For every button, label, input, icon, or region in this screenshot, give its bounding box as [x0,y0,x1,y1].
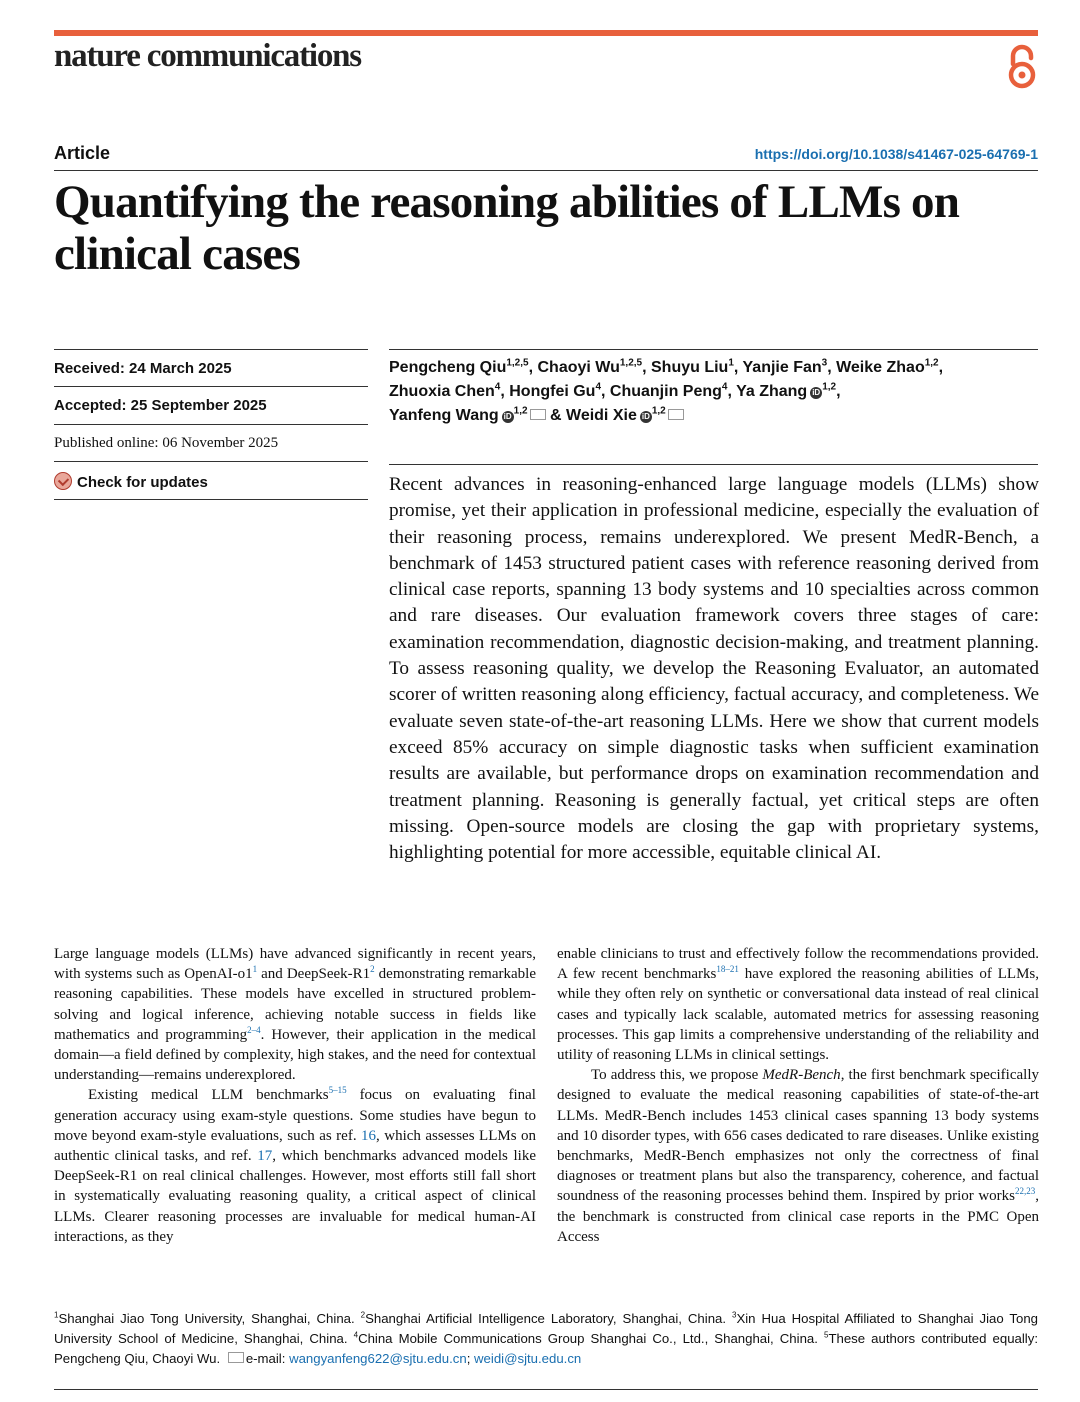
author-affiliation: 1,2 [822,381,837,393]
accepted-date: Accepted: 25 September 2025 [54,397,267,414]
footer-divider [54,1389,1038,1390]
abstract: Recent advances in reasoning-enhanced large language models (LLMs) show promise, yet their application in professional medicine, especially the evaluation of their reasoning process, remains underexplored. We present MedR-Bench, a benchmark of 1453 structured patient cases with reference reasoning derived from clinical case reports, spanning 13 body systems and 10 specialties across common and rare diseases. Our evaluation framework covers three stages of care: examination recommendation, diagnostic decision-making, and treatment planning. To assess reasoning quality, we develop the Reasoning Evaluator, an automated scorer of written reasoning along efficiency, factual accuracy, and completeness. We evaluate seven state-of-the-art reasoning LLMs. Here we show that current models exceed 85% accuracy on simple diagnostic tasks when sufficient examination results are available, but performance drops on examination recommendation and treatment planning. Reasoning is generally factual, yet critical steps are often missing. Open-source models are closing the gap with proprietary systems, highlighting potential for more accessible, equitable clinical AI. [389,474,1039,864]
author-name[interactable]: Pengcheng Qiu [389,359,507,376]
meta-divider [54,424,368,425]
open-access-icon [1004,44,1040,90]
reference-link[interactable]: 1 [252,964,258,975]
article-title: Quantifying the reasoning abilities of LLMs on clinical cases [54,176,960,280]
meta-divider [54,349,368,350]
meta-divider [54,461,368,462]
journal-accent-bar [54,30,1038,36]
check-updates-button[interactable] [54,472,208,491]
header-divider [54,170,1038,171]
paragraph: To address this, we propose MedR-Bench, the first benchmark specifically designed to evaluate the medical reasoning capabilities of state-of-the-art LLMs. MedR-Bench includes 1453 clinical cases spanning 13 body systems and 10 disorder types, with 656 cases dedicated to rare diseases. Unlike existing benchmarks, MedR-Bench emphasizes not only the correctness of final diagnoses or treatment plans but also the transparency, coherence, and factual soundness of the reasoning processes behind them. Inspired by prior works$^{22,23}$, the benchmark is constructed from clinical case reports in the PMC Open Access [557,1067,1039,1245]
abstract-divider [389,464,1038,465]
author-affiliation: 1,2,5 [619,357,643,369]
author-affiliation: 4 [595,381,602,393]
author-name[interactable]: Yanfeng Wang [389,407,499,424]
author-name[interactable]: Shuyu Liu [651,359,729,376]
reference-link[interactable]: 18–21 [716,964,739,975]
orcid-icon[interactable]: iD [812,388,821,397]
email-icon[interactable] [668,409,684,420]
author-name[interactable]: Chuanjin Peng [609,383,722,400]
affiliations-footnote: $^1$Shanghai Jiao Tong University, Shanghai, China. $^2$Shanghai Artificial Intelligence Laboratory, Shanghai, China. $^3$Xin Hua Hospital Affiliated to Shanghai Jiao Tong University School of Medicine, Shanghai, China. $^4$China Mobile Communications Group Shanghai Co., Ltd., Shanghai, China. $^5$These authors contributed equally: Pengcheng Qiu, Chaoyi Wu. e-mail: wangyanfeng622@sjtu.edu.cn; weidi@sjtu.edu.cn [54,1310,1038,1366]
published-date: Published online: 06 November 2025 [54,435,279,451]
email-icon[interactable] [530,409,546,420]
received-date: Received: 24 March 2025 [54,360,232,377]
check-updates-label: Check for updates [77,474,208,491]
body-column-right [557,944,1039,1247]
email-icon [228,1352,244,1363]
reference-link[interactable]: 2 [370,964,375,975]
reference-link[interactable]: 22,23 [1015,1186,1036,1197]
authors-divider [389,349,1038,350]
author-name[interactable]: Zhuoxia Chen [389,383,495,400]
meta-divider [54,386,368,387]
reference-link[interactable]: 16 [361,1127,377,1144]
author-name[interactable]: Ya Zhang [736,383,808,400]
email-link[interactable]: weidi@sjtu.edu.cn [474,1351,582,1366]
reference-link[interactable]: 5–15 [328,1085,347,1096]
author-affiliation: 4 [494,381,501,393]
journal-name: nature communications [54,38,361,74]
author-name[interactable]: Weidi Xie [566,407,637,424]
author-name[interactable]: Weike Zhao [836,359,925,376]
author-name[interactable]: Hongfei Gu [509,383,596,400]
orcid-icon[interactable]: iD [503,412,512,421]
author-affiliation: 1,2,5 [506,357,529,369]
paragraph: Large language models (LLMs) have advanced significantly in recent years, with systems such as OpenAI-o1$^1$ and DeepSeek-R1$^2$ demonstrating remarkable reasoning capabilities. These models have excelled in structured problem-solving and logical inference, achieving notable success in fields like mathematics and programming$^{2-4}$. However, their application in the medical domain—a field defined by complexity, high stakes, and the need for contextual understanding—remains underexplored. [54,946,536,1084]
author-list: Pengcheng Qiu$^{1,2,5}$, Chaoyi Wu$^{1,2,5}$, Shuyu Liu$^1$, Yanjie Fan$^3$, Weike Zhao$^{1,2}$, Zhuoxia Chen$^4$, Hongfei Gu$^4$, Chuanjin Peng$^4$, Ya Zhang iD $^{1,2}$, Yanfeng Wang iD $^{1,2}$ & Weidi Xie iD $^{1,2}$ [389,357,944,424]
author-affiliation: 4 [721,381,728,393]
author-affiliation: 1,2 [513,405,528,417]
meta-divider [54,499,368,500]
paragraph: Existing medical LLM benchmarks$^{5-15}$ focus on evaluating final generation accuracy using exam-style questions. Some studies have begun to move beyond exam-style evaluations, such as ref. 16, which assesses LLMs on authentic clinical tasks, and ref. 17, which benchmarks advanced models like DeepSeek-R1 on real clinical challenges. However, most efforts still fall short in systematically evaluating reasoning quality, a critical aspect of clinical LLMs. Clearer reasoning processes are invaluable for medical human-AI interactions, as they [54,1085,536,1245]
reference-link[interactable]: 2–4 [247,1024,261,1035]
doi-link[interactable]: https://doi.org/10.1038/s41467-025-64769-1 [754,146,1038,162]
article-type: Article [54,143,111,163]
orcid-icon[interactable]: iD [641,412,650,421]
check-updates-icon [54,472,72,490]
author-name[interactable]: Chaoyi Wu [537,359,620,376]
author-affiliation: 1 [728,357,734,369]
author-affiliation: 1,2 [924,357,939,369]
reference-link[interactable]: 17 [257,1148,273,1165]
email-link[interactable]: wangyanfeng622@sjtu.edu.cn [289,1351,467,1366]
body-column-left [54,944,536,1247]
author-affiliation: 1,2 [651,405,666,417]
author-name[interactable]: Yanjie Fan [742,359,822,376]
author-affiliation: 3 [821,357,828,369]
paragraph: enable clinicians to trust and effectively follow the recommendations provided. A few recent benchmarks$^{18-21}$ have explored the reasoning abilities of LLMs, while they often rely on synthetic or conversational data instead of real clinical cases and typically lack scalable, automated metrics for assessing reasoning processes. This gap limits a comprehensive understanding of the reliability and utility of reasoning LLMs in clinical settings. [557,946,1039,1064]
